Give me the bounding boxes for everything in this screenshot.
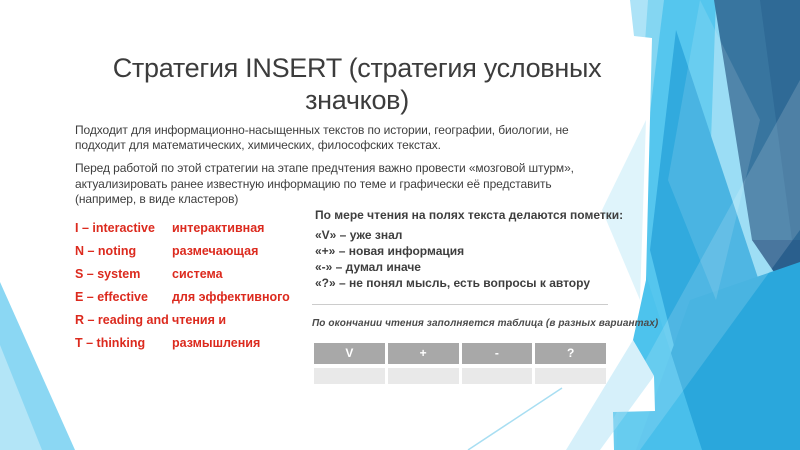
table-empty-cell [388,368,459,384]
acronym-ru: размышления [172,336,261,350]
acronym-row-n [75,240,290,263]
acronym-ru: система [172,267,223,281]
table-header-row [314,343,606,364]
acronym-en: R – reading and [75,313,169,327]
summary-table [314,343,606,384]
preparation-paragraph: Перед работой по этой стратегии на этапе предчтения важно провести «мозговой штурм», актуализировать ранее известную информацию по теме и графически её представить (например, в виде кластеров) [75,161,574,206]
margin-marks-heading: По мере чтения на полях текста делаются пометки: [315,208,624,222]
table-empty-cell [314,368,385,384]
table-header-cell-plus: + [388,343,459,364]
table-divider-line [312,304,608,305]
acronym-row-t [75,332,290,355]
table-header-cell-question: ? [535,343,606,364]
acronym-row-r [75,309,290,332]
table-header-cell-minus: - [462,343,533,364]
acronym-en: I – interactive [75,221,155,235]
table-header-cell-v: V [314,343,385,364]
acronym-row-e [75,286,290,309]
margin-mark-item-minus: «-» – думал иначе [315,260,421,274]
table-empty-cell [462,368,533,384]
slide-title-line2: значков) [305,85,409,115]
acronym-en: T – thinking [75,336,146,350]
margin-mark-item-v: «V» – уже знал [315,228,403,242]
acronym-ru: для эффективного [172,290,290,304]
acronym-ru: размечающая [172,244,259,258]
acronym-row-i [75,217,290,240]
acronym-en: N – noting [75,244,137,258]
acronym-row-s [75,263,290,286]
margin-marks-block [315,208,655,291]
acronym-ru: интерактивная [172,221,265,235]
margin-mark-item-plus: «+» – новая информация [315,244,465,258]
acronym-ru: чтения и [172,313,227,327]
acronym-en: E – effective [75,290,148,304]
acronym-en: S – system [75,267,141,281]
table-empty-row [314,368,606,384]
table-empty-cell [535,368,606,384]
slide-title-line1: Стратегия INSERT (стратегия условных [112,53,602,83]
intro-paragraph: Подходит для информационно-насыщенных текстов по истории, географии, биологии, не подходит для математических, химических, философских текстах. [75,123,569,152]
slide-title [57,52,657,116]
table-caption: По окончании чтения заполняется таблица (в разных вариантах) [312,318,659,329]
insert-acronym-list [75,217,290,355]
margin-mark-item-question: «?» – не понял мысль, есть вопросы к автору [315,276,590,290]
